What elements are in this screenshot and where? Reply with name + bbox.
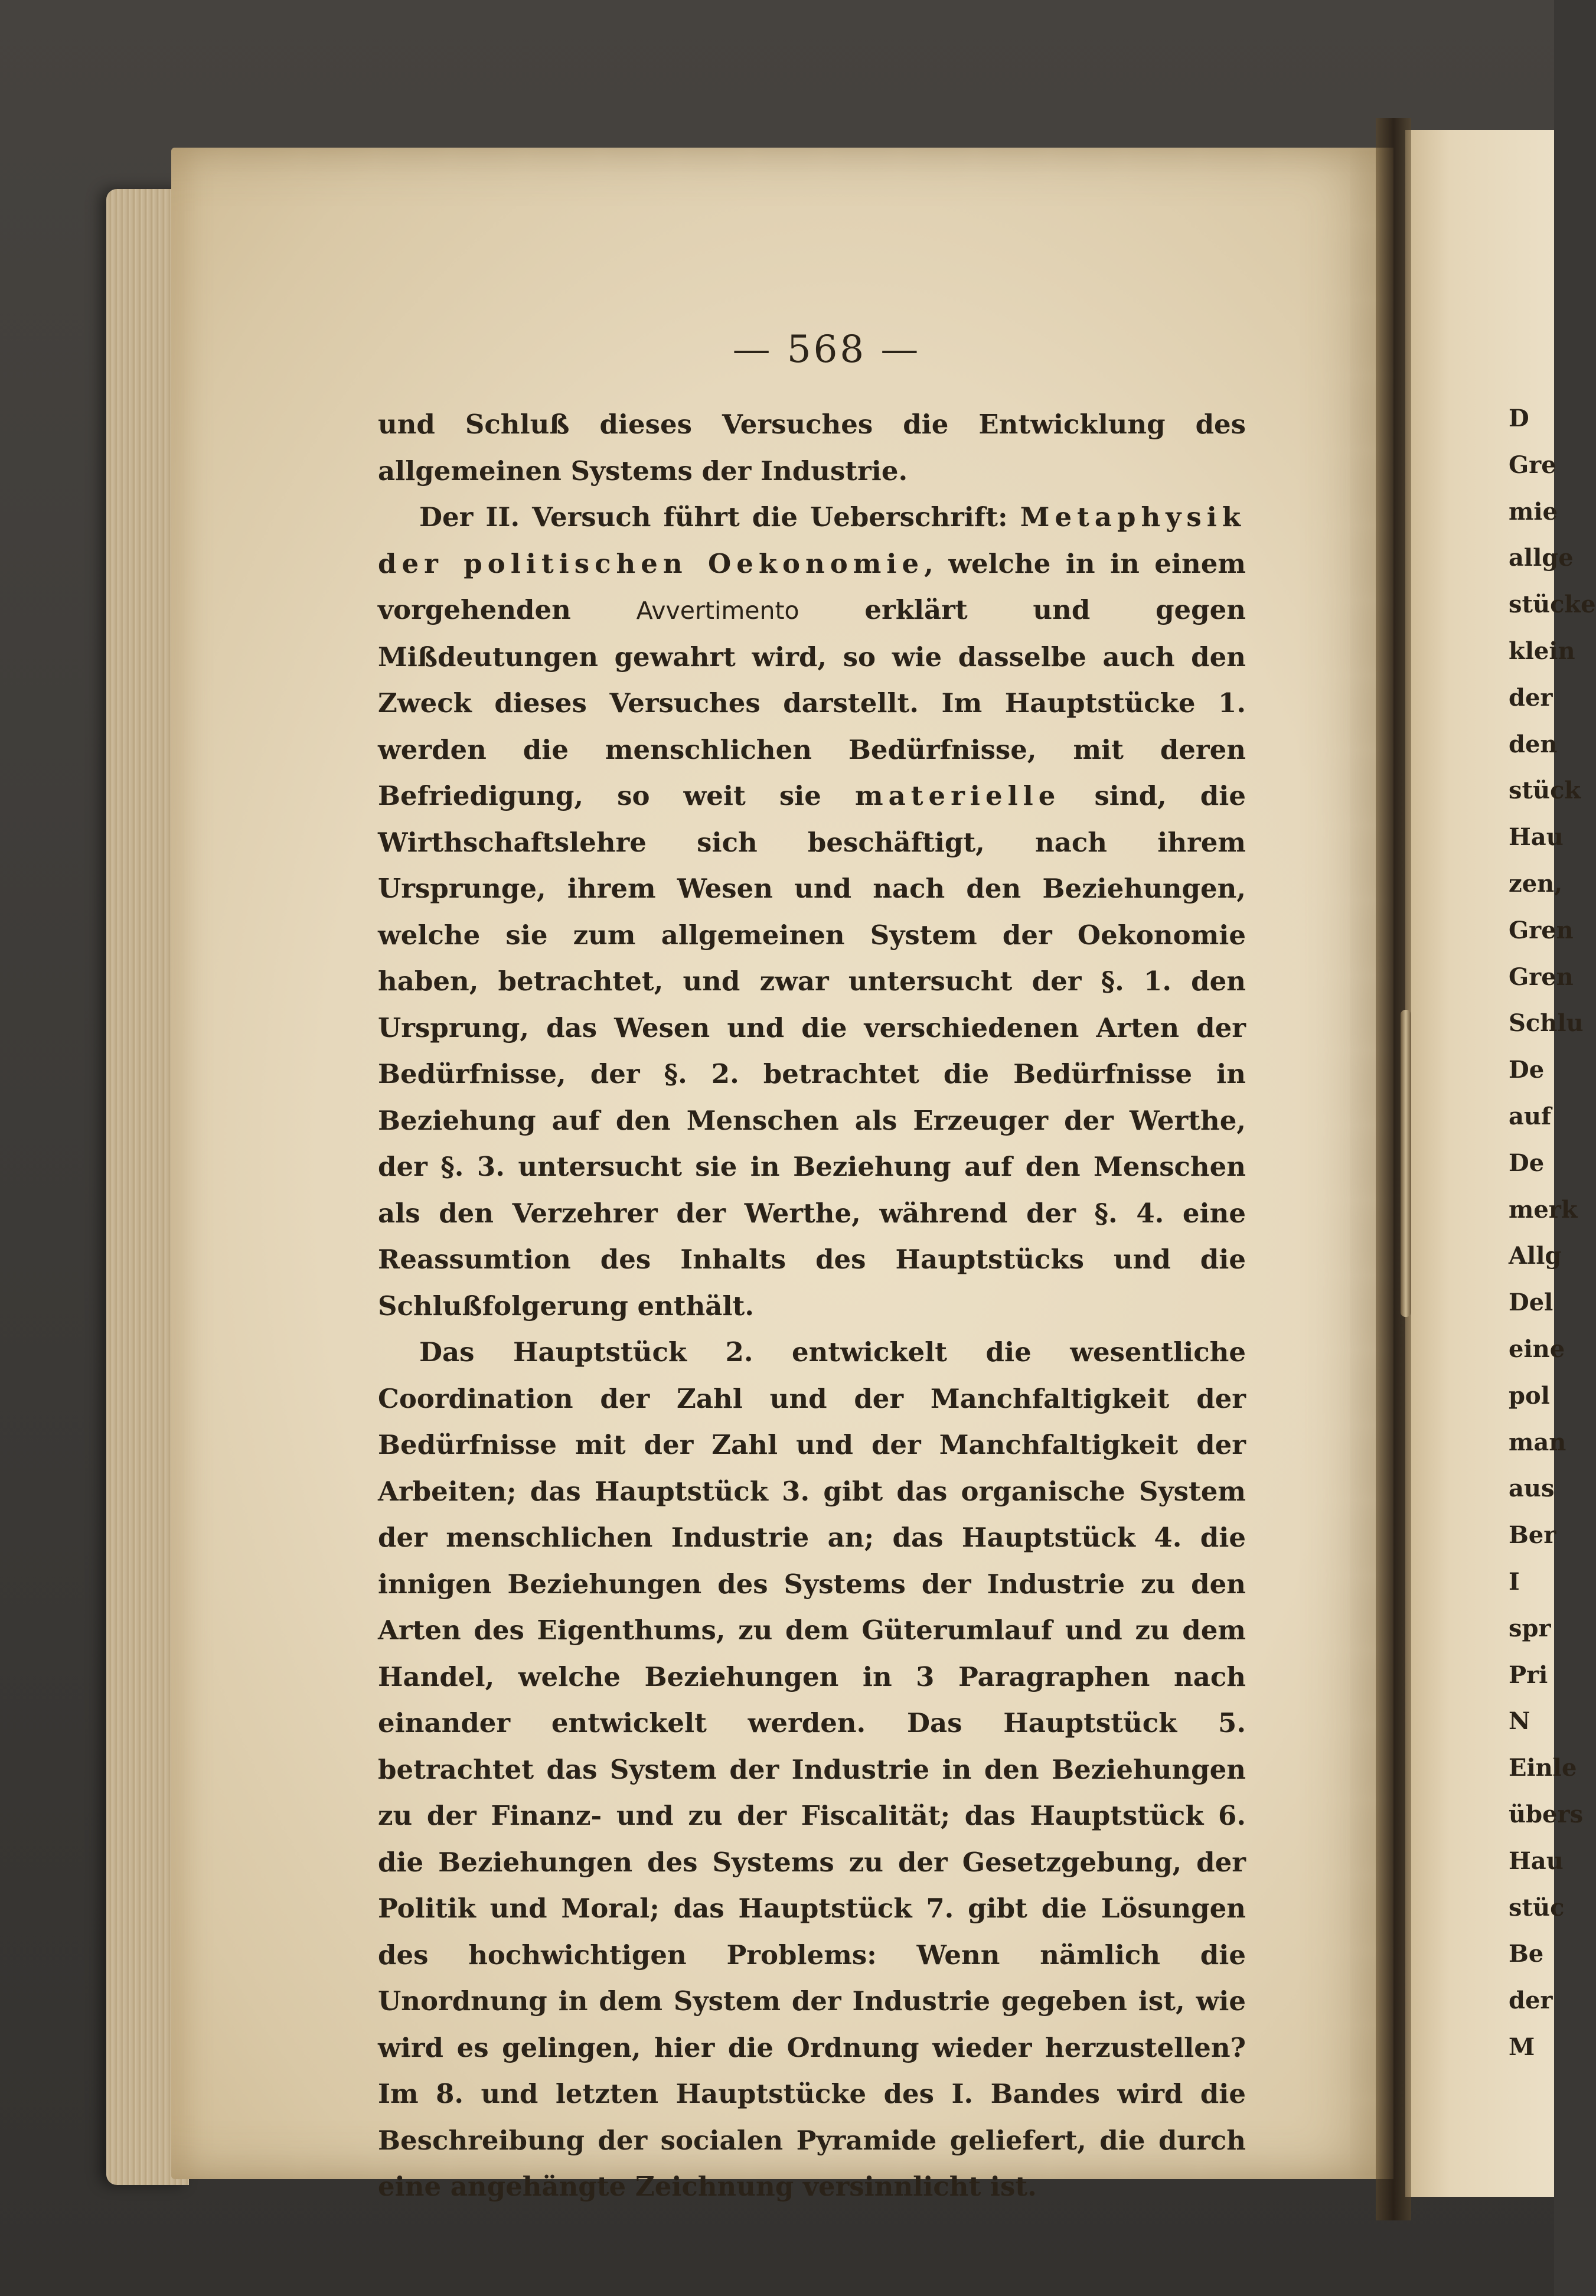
facing-page-fragment: den — [1509, 730, 1558, 758]
facing-page-text — [1509, 396, 1596, 2071]
facing-page-fragment: N — [1509, 1707, 1530, 1736]
facing-page-fragment: De — [1509, 1056, 1545, 1084]
paragraph — [378, 402, 1246, 494]
paragraph — [378, 494, 1246, 1329]
facing-page-fragment: Gren — [1509, 963, 1574, 991]
facing-page-fragment: mie — [1509, 497, 1558, 526]
facing-page-fragment: der — [1509, 683, 1553, 712]
facing-page-fragment: eine — [1509, 1335, 1565, 1363]
facing-page-fragment: Del — [1509, 1289, 1553, 1317]
facing-page-fragment: Gre — [1509, 451, 1556, 479]
facing-page-fragment: Ber — [1509, 1521, 1556, 1550]
facing-page-fragment: stück — [1509, 777, 1581, 805]
facing-page-fragment: Einle — [1509, 1754, 1577, 1782]
text-run: Das Hauptstück 2. entwickelt die wesentliche Coordination der Zahl und der Manchfaltigkeit der Bedürfnisse mit der Zahl und der Manchfaltigkeit der Arbeiten; das Hauptstück 3. gibt das organische System der menschlichen Industrie an; das Hauptstück 4. die innigen Beziehungen des Systems der Industrie zu den Arten des Eigenthums, zu dem Güterumlauf und zu dem Handel, welche Beziehungen in 3 Paragraphen nach einander entwickelt werden. Das Hauptstück 5. betrachtet das System der Industrie in den Beziehungen zu der Finanz- und zu der Fiscalität; das Hauptstück 6. die Beziehungen des Systems zu der Gesetzgebung, der Politik und Moral; das Hauptstück 7. gibt die Lösungen des hochwichtigen Problems: Wenn nämlich die Unordnung in dem System der Industrie gegeben ist, wie wird es gelingen, hier die Ordnung wieder herzustellen? Im 8. und letzten Hauptstücke des I. Bandes wird die Beschreibung der socialen Pyramide geliefert, die durch eine angehängte Zeichnung versinnlicht ist. — [378, 1336, 1246, 2202]
body-text — [378, 402, 1246, 2210]
facing-page-fragment: M — [1509, 2033, 1535, 2061]
paragraph — [378, 1329, 1246, 2210]
text-run: sind, die Wirthschaftslehre sich beschäftigt, nach ihrem Ursprunge, ihrem Wesen und nach den Beziehungen, welche sie zum allgemeinen System der Oekonomie haben, betrachtet, und zwar untersucht der §. 1. den Ursprung, das Wesen und die verschiedenen Arten der Bedürfnisse, der §. 2. betrachtet die Bedürfnisse in Beziehung auf den Menschen als Erzeuger der Werthe, der §. 3. untersucht sie in Beziehung auf den Menschen als den Verzehrer der Werthe, während der §. 4. eine Reassumtion des Inhalts des Hauptstücks und die Schlußfolgerung enthält. — [378, 780, 1246, 1322]
facing-page-fragment: man — [1509, 1428, 1566, 1456]
text-run: erklärt und gegen Mißdeutungen gewahrt wird, so wie dasselbe auch den Zweck dieses Versuches darstellt. Im Hauptstücke 1. werden die menschlichen Bedürfnisse, mit deren Befriedigung, so weit sie — [378, 594, 1246, 811]
facing-page-fragment: Schlu — [1509, 1009, 1584, 1038]
facing-page-fragment: zen, — [1509, 869, 1563, 898]
facing-page-fragment: Hau — [1509, 1847, 1564, 1875]
facing-page-fragment: Be — [1509, 1940, 1544, 1968]
text-run: Der II. Versuch führt die Ueberschrift: — [419, 501, 1020, 533]
facing-page-fragment: De — [1509, 1149, 1545, 1177]
text-run: Avvertimento — [636, 596, 799, 625]
page-number: — 568 — — [732, 328, 921, 371]
facing-page-fragment: der — [1509, 1987, 1553, 2015]
text-run: Metaphysik der politischen Oekonomie — [378, 501, 1246, 579]
facing-page-fragment: Gren — [1509, 916, 1574, 944]
facing-page-fragment: spr — [1509, 1614, 1551, 1642]
facing-page-fragment: auf — [1509, 1102, 1552, 1130]
facing-page-fragment: merk — [1509, 1195, 1578, 1224]
facing-page-fragment: Hau — [1509, 823, 1564, 852]
facing-page-fragment: aus — [1509, 1475, 1555, 1503]
facing-page-fragment: klein — [1509, 637, 1575, 665]
facing-page-fragment: stücke — [1509, 591, 1596, 619]
facing-page-fragment: allge — [1509, 544, 1574, 572]
text-run: und Schluß dieses Versuches die Entwicklung des allgemeinen Systems der Industrie. — [378, 409, 1246, 487]
facing-page-fragment: übers — [1509, 1800, 1584, 1828]
text-run: materielle — [854, 780, 1061, 811]
facing-page-fragment: Allg — [1509, 1242, 1562, 1270]
facing-page-fragment: stüc — [1509, 1893, 1565, 1922]
facing-page-fragment: I — [1509, 1567, 1520, 1596]
facing-page-fragment: D — [1509, 405, 1529, 432]
facing-page-fragment: Pri — [1509, 1661, 1548, 1689]
text-run: , welche in in einem vorgehenden — [378, 547, 1246, 625]
facing-page-fragment: pol — [1509, 1381, 1550, 1410]
